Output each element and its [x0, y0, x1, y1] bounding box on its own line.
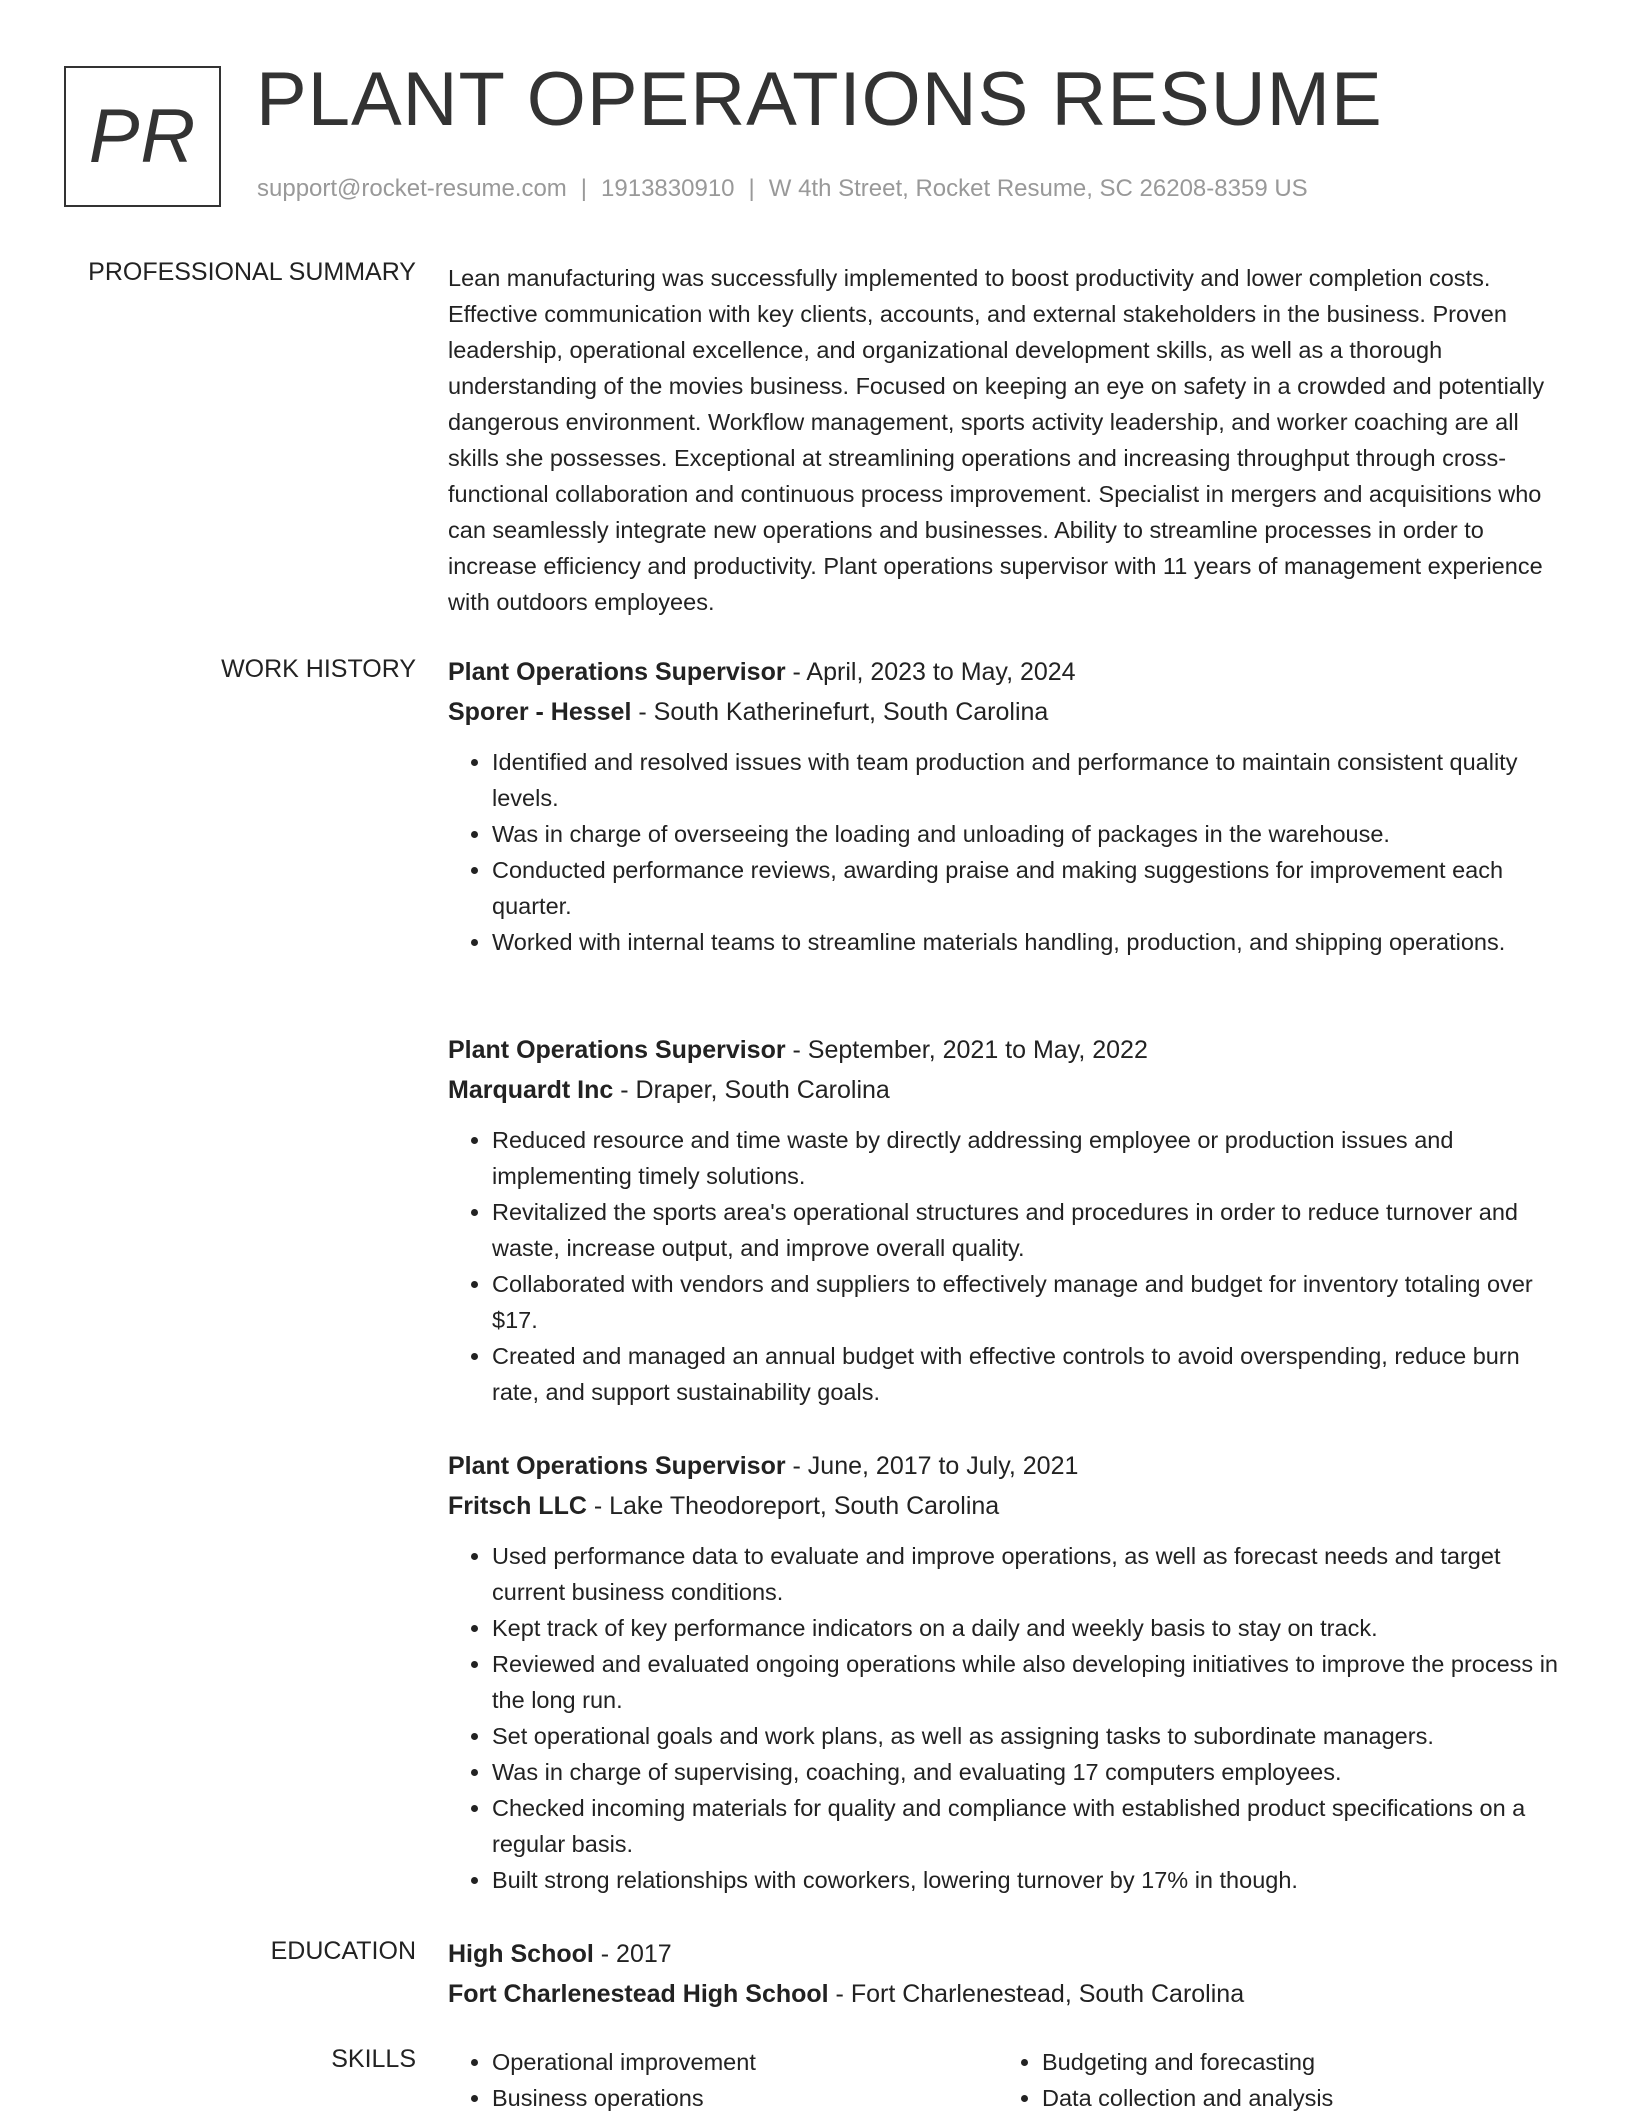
skills-column-right: [998, 2044, 1548, 2116]
contact-separator: |: [580, 175, 588, 202]
job-company-line: [448, 692, 1568, 732]
job-entry: [448, 652, 1568, 960]
summary-text: Lean manufacturing was successfully implemented to boost productivity and lower completion costs. Effective communication with key clients, accounts, and external stakeholders in the business. Proven leadership, operational excellence, and organizational development skills, as well as a thorough understanding of the movies business. Focused on keeping an eye on safety in a crowded and potentially dangerous environment. Workflow management, sports activity leadership, and worker coaching are all skills she possesses. Exceptional at streamlining operations and increasing throughput through cross-functional collaboration and continuous process improvement. Specialist in mergers and acquisitions who can seamlessly integrate new operations and businesses. Ability to streamline processes in order to increase efficiency and productivity. Plant operations supervisor with 11 years of management experience with outdoors employees.: [448, 265, 1545, 615]
job-bullet: • Created and managed an annual budget with effective controls to avoid overspending, reduce burn rate, and support sustainability goals.: [492, 1338, 1568, 1410]
job-bullets: [448, 1538, 1568, 1898]
job-company: Sporer - Hessel: [448, 698, 632, 726]
section-label-work-history: WORK HISTORY: [221, 655, 416, 683]
job-bullet: • Conducted performance reviews, awarding praise and making suggestions for improvement each quarter.: [492, 852, 1568, 924]
job-dates: - June, 2017 to July, 2021: [785, 1452, 1079, 1480]
education-school-line: [448, 1974, 1568, 2014]
job-bullet: • Collaborated with vendors and suppliers to effectively manage and budget for inventory totaling over $17.: [492, 1266, 1568, 1338]
job-bullet: • Worked with internal teams to streamline materials handling, production, and shipping operations.: [492, 924, 1568, 960]
job-title-line: [448, 1030, 1568, 1070]
section-label-summary: PROFESSIONAL SUMMARY: [88, 258, 416, 286]
job-company-line: [448, 1070, 1568, 1110]
job-entry: [448, 1446, 1568, 1898]
section-label-education: EDUCATION: [270, 1937, 416, 1965]
job-bullets: [448, 744, 1568, 960]
job-company: Fritsch LLC: [448, 1492, 587, 1520]
education-entry: [448, 1934, 1568, 2014]
contact-address: W 4th Street, Rocket Resume, SC 26208-8359 US: [768, 175, 1308, 202]
job-title-line: [448, 652, 1568, 692]
job-dates: - April, 2023 to May, 2024: [785, 658, 1076, 686]
job-location: - Draper, South Carolina: [613, 1076, 890, 1104]
job-bullet: • Kept track of key performance indicators on a daily and weekly basis to stay on track.: [492, 1610, 1568, 1646]
job-bullet: • Revitalized the sports area's operational structures and procedures in order to reduce turnover and waste, increase output, and improve overall quality.: [492, 1194, 1568, 1266]
job-bullet: • Identified and resolved issues with team production and performance to maintain consistent quality levels.: [492, 744, 1568, 816]
job-title-line: [448, 1446, 1568, 1486]
job-location: - Lake Theodoreport, South Carolina: [586, 1492, 1000, 1520]
contact-line: [257, 175, 1308, 203]
job-title: Plant Operations Supervisor: [448, 658, 786, 686]
skills-column-left: [448, 2044, 998, 2116]
job-dates: - September, 2021 to May, 2022: [785, 1036, 1148, 1064]
skill-item: • Operational improvement: [492, 2044, 998, 2080]
job-company: Marquardt Inc: [448, 1076, 614, 1104]
job-bullet: • Was in charge of supervising, coaching, and evaluating 17 computers employees.: [492, 1754, 1568, 1790]
education-degree: High School: [448, 1940, 594, 1968]
contact-phone[interactable]: 1913830910: [601, 175, 735, 202]
education-year: - 2017: [593, 1940, 672, 1968]
job-bullet: • Built strong relationships with coworkers, lowering turnover by 17% in though.: [492, 1862, 1568, 1898]
job-location: - South Katherinefurt, South Carolina: [631, 698, 1049, 726]
education-location: - Fort Charlenestead, South Carolina: [828, 1980, 1245, 2008]
section-label-skills: SKILLS: [331, 2045, 416, 2073]
job-bullet: • Reduced resource and time waste by directly addressing employee or production issues and implementing timely solutions.: [492, 1122, 1568, 1194]
skills-grid: [448, 2044, 1568, 2116]
monogram-logo: PR: [64, 66, 221, 207]
job-bullet: • Checked incoming materials for quality and compliance with established product specifications on a regular basis.: [492, 1790, 1568, 1862]
job-title: Plant Operations Supervisor: [448, 1452, 786, 1480]
contact-separator: |: [748, 175, 755, 202]
job-bullets: [448, 1122, 1568, 1410]
job-bullet: • Was in charge of overseeing the loading and unloading of packages in the warehouse.: [492, 816, 1568, 852]
job-company-line: [448, 1486, 1568, 1526]
skill-item: • Data collection and analysis: [1042, 2080, 1548, 2116]
job-bullet: • Reviewed and evaluated ongoing operations while also developing initiatives to improve the process in the long run.: [492, 1646, 1568, 1718]
job-title: Plant Operations Supervisor: [448, 1036, 786, 1064]
skill-item: • Business operations: [492, 2080, 998, 2116]
job-bullet: • Set operational goals and work plans, as well as assigning tasks to subordinate managers.: [492, 1718, 1568, 1754]
skill-item: • Budgeting and forecasting: [1042, 2044, 1548, 2080]
education-school: Fort Charlenestead High School: [448, 1980, 829, 2008]
job-entry: [448, 1030, 1568, 1410]
contact-email[interactable]: support@rocket-resume.com: [257, 175, 567, 202]
resume-title: PLANT OPERATIONS RESUME: [256, 57, 1383, 142]
education-degree-line: [448, 1934, 1568, 1974]
job-bullet: • Used performance data to evaluate and improve operations, as well as forecast needs and target current business conditions.: [492, 1538, 1568, 1610]
